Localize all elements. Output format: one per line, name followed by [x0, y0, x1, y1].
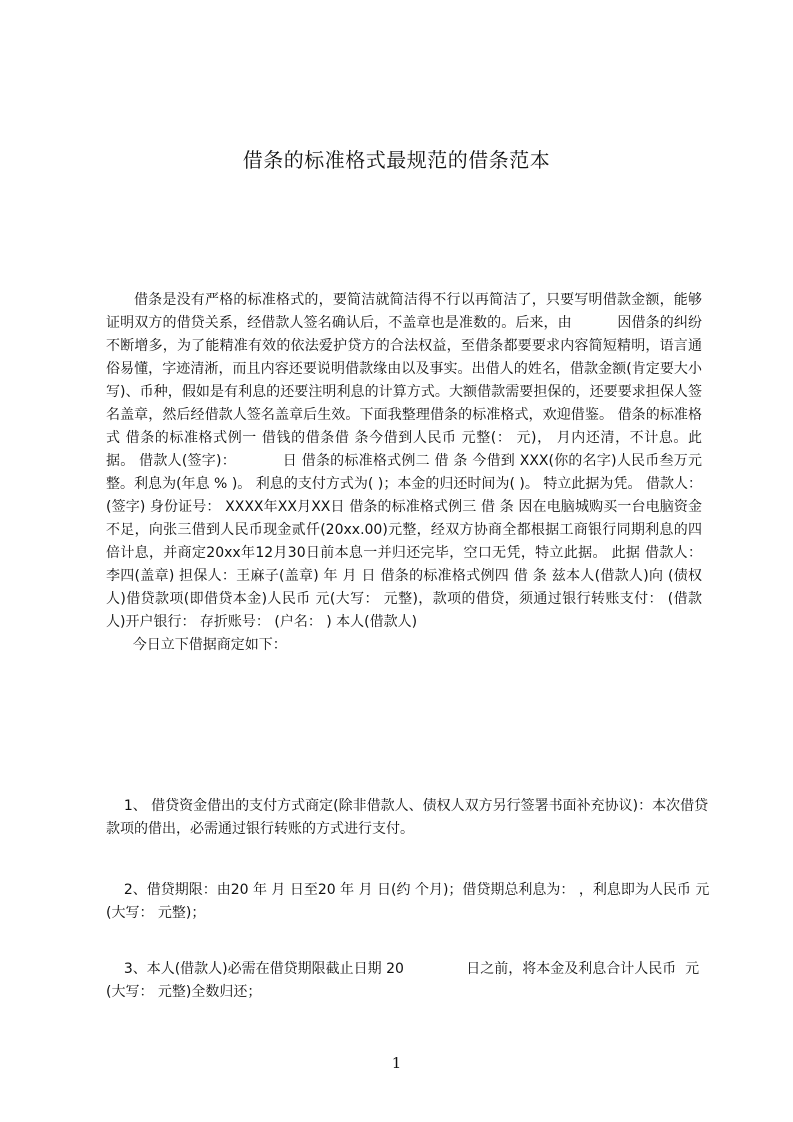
- page-number: 1: [391, 1054, 402, 1072]
- clause-2: 2、借贷期限：由20 年 月 日至20 年 月 日(约 个月)；借贷期总利息为： ，利息即为人民币 元(大写： 元整)；: [106, 882, 710, 921]
- clause-3: 3、本人(借款人)必需在借贷期限截止日期 20 日之前，将本金及利息合计人民币 元(大写： 元整)全数归还；: [106, 961, 700, 1000]
- clause-1: 1、 借贷资金借出的支付方式商定(除非借款人、债权人双方另行签署书面补充协议)：本次借贷款项的借出，必需通过银行转账的方式进行支付。: [106, 798, 709, 837]
- document-body-paragraph: 借条是没有严格的标准格式的，要简洁就简洁得不行以再简洁了，只要写明借款金额，能够证明双方的借贷关系，经借款人签名确认后，不盖章也是准数的。后来，由 因借条的纠纷不断增多，为了能精准有效的依法爱护贷方的合法权益，至借条都要要求内容简短精明，语言通俗易懂，字迹清淅，而且内容还要说明借款缘由以及事实。出借人的姓名，借款金额(肯定要大小写)、币种，假如是有利息的还要注明利息的计算方式。大额借款需要担保的，还要要求担保人签名盖章，然后经借款人签名盖章后生效。下面我整理借条的标准格式，欢迎借鉴。 借条的标准格式 借条的标准格式例一 借钱的借条借 条今借到人民币 元整(： 元)， 月内还清，不计息。此据。 借款人(签字)： 日 借条的标准格式例二 借 条 今借到 XXX(你的名字)人民币叁万元整。利息为(年息 % )。 利息的支付方式为( )；本金的归还时间为( )。 特立此据为凭。 借款人：(签字) 身份证号： XXXX年XX月XX日 借条的标准格式例三 借 条 因在电脑城购买一台电脑资金不足，向张三借到人民币现金贰仟(20xx.00)元整，经双方协商全都根据工商银行同期利息的四倍计息，并商定20xx年12月30日前本息一并归还完毕，空口无凭，特立此据。 此据 借款人：李四(盖章) 担保人：王麻子(盖章) 年 月 日 借条的标准格式例四 借 条 兹本人(借款人)向 (债权人)借贷款项(即借贷本金)人民币 元(大写： 元整)，款项的借贷，须通过银行转账支付： (借款人)开户银行： 存折账号： (户名： ) 本人(借款人) 今日立下借据商定如下：: [106, 292, 703, 653]
- document-title: 借条的标准格式最规范的借条范本: [242, 148, 551, 172]
